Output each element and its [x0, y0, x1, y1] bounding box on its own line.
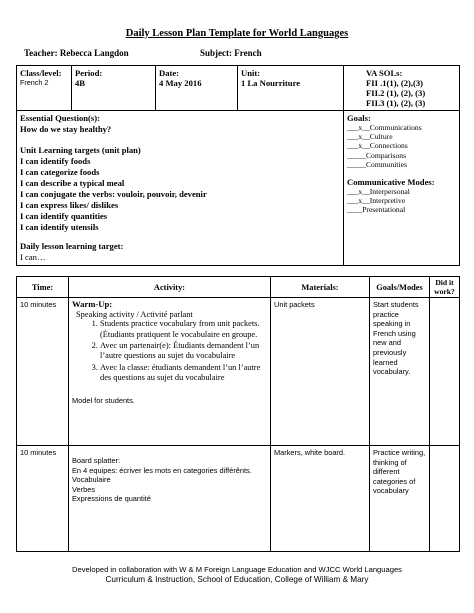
- goal-item: _____Comparisons: [347, 150, 407, 160]
- footer: [0, 565, 474, 585]
- did-it-work-header: Did it work?: [430, 277, 460, 298]
- target-item: I can describe a typical meal: [20, 178, 125, 188]
- period-cell: [72, 66, 156, 111]
- footer-line: Developed in collaboration with W & M Foreign Language Education and WJCC World Languages: [72, 565, 402, 574]
- essential-question-value: How do we stay healthy?: [20, 124, 112, 134]
- learning-row: [17, 111, 460, 266]
- time-header: Time:: [17, 277, 69, 298]
- target-item: I can categorize foods: [20, 167, 100, 177]
- activity-steps: [100, 319, 267, 383]
- unit-value: 1 La Nourriture: [241, 78, 301, 88]
- sol-item: FII .1(1), (2),(3): [366, 78, 424, 88]
- essential-question-label: Essential Question(s):: [20, 113, 100, 123]
- goal-item: ___x__Communications: [347, 123, 422, 132]
- mode-item: ___x__Interpersonal: [347, 187, 410, 197]
- learning-targets-cell: [17, 111, 344, 266]
- activity-header: Activity:: [69, 277, 271, 298]
- target-item: I can identify foods: [20, 156, 91, 166]
- mode-item: ____Presentational: [347, 205, 406, 215]
- row-did-it-work: [430, 446, 460, 552]
- goal-item: ___x__Connections: [347, 141, 408, 151]
- class-value: French 2: [20, 78, 49, 87]
- document-title: Daily Lesson Plan Template for World Languages: [125, 28, 349, 39]
- target-item: I can identify quantities: [20, 211, 108, 221]
- modes-label: Communicative Modes:: [347, 177, 435, 188]
- activity-line: Verbes: [72, 484, 96, 494]
- activity-step: 2. Avec un partenair(e): Étudiants demandent l’un l’autre questions au sujet du vocabulaire: [100, 341, 267, 362]
- activity-header-row: [17, 277, 460, 298]
- row-time: 10 minutes: [17, 298, 69, 446]
- activity-row: [17, 298, 460, 446]
- row-goals: Practice writing, thinking of different categories of vocabulary: [370, 446, 430, 552]
- target-item: I can express likes/ dislikes: [20, 200, 119, 210]
- mode-item: ___x__Interpretive: [347, 196, 406, 206]
- target-item: I can conjugate the verbs: vouloir, pouvoir, devenir: [20, 189, 207, 199]
- row-materials: Markers, white board.: [271, 446, 370, 552]
- unit-cell: [238, 66, 344, 111]
- activity-step: 1. Students practice vocabulary from unit packets. (Étudiants pratiquent le vocabulaire en groupe.: [100, 319, 267, 340]
- activity-row: [17, 446, 460, 552]
- activity-line: Vocabulaire: [72, 475, 111, 485]
- date-value: 4 May 2016: [159, 78, 202, 88]
- materials-header: Materials:: [271, 277, 370, 298]
- goals-label: Goals:: [347, 113, 371, 123]
- teacher-line: Teacher: Rebecca Langdon: [24, 48, 129, 58]
- lesson-header-table: [16, 65, 460, 266]
- daily-target-value: I can…: [20, 252, 46, 262]
- activity-note: Model for students.: [72, 395, 135, 405]
- row-did-it-work: [430, 298, 460, 446]
- sols-label: VA SOLs:: [366, 68, 403, 78]
- unit-label: Unit:: [241, 68, 261, 78]
- row-activity: [69, 298, 271, 446]
- header-row: [17, 66, 460, 111]
- goals-cell: [344, 111, 460, 266]
- sols-cell: [344, 66, 460, 111]
- class-label: Class/level:: [20, 68, 62, 78]
- daily-target-label: Daily lesson learning target:: [20, 241, 124, 251]
- date-cell: [156, 66, 238, 111]
- activity-step: 3. Avec la classe: étudiants demandent l’un l’autre des questions au sujet du vocabulaire: [100, 363, 267, 384]
- row-activity: [69, 446, 271, 552]
- goals-modes-header: Goals/Modes: [370, 277, 430, 298]
- sol-item: FII.2 (1), (2), (3): [366, 88, 426, 98]
- subject-line: Subject: French: [200, 48, 262, 58]
- goal-item: _____Communities: [347, 159, 407, 169]
- row-goals: Start students practice speaking in French using new and previously learned vocabulary.: [370, 298, 430, 446]
- activity-table: [16, 276, 460, 552]
- unit-targets-label: Unit Learning targets (unit plan): [20, 145, 141, 155]
- period-label: Period:: [75, 68, 103, 78]
- row-materials: Unit packets: [271, 298, 370, 446]
- activity-line: Board splatter:: [72, 456, 121, 465]
- period-value: 4B: [75, 78, 86, 88]
- row-time: 10 minutes: [17, 446, 69, 552]
- activity-line: Expressions de quantité: [72, 494, 151, 504]
- goal-item: ___x__Culture: [347, 132, 393, 142]
- date-label: Date:: [159, 68, 180, 78]
- sol-item: FII.3 (1), (2), (3): [366, 98, 426, 108]
- footer-line: Curriculum & Instruction, School of Education, College of William & Mary: [105, 575, 369, 584]
- class-cell: [17, 66, 72, 111]
- activity-line: En 4 equipes: écriver les mots en categories différênts.: [72, 465, 252, 475]
- activity-subtitle: Speaking activity / Activité parlant: [76, 309, 193, 319]
- target-item: I can identify utensils: [20, 222, 99, 232]
- activity-title: Warm-Up:: [72, 299, 113, 309]
